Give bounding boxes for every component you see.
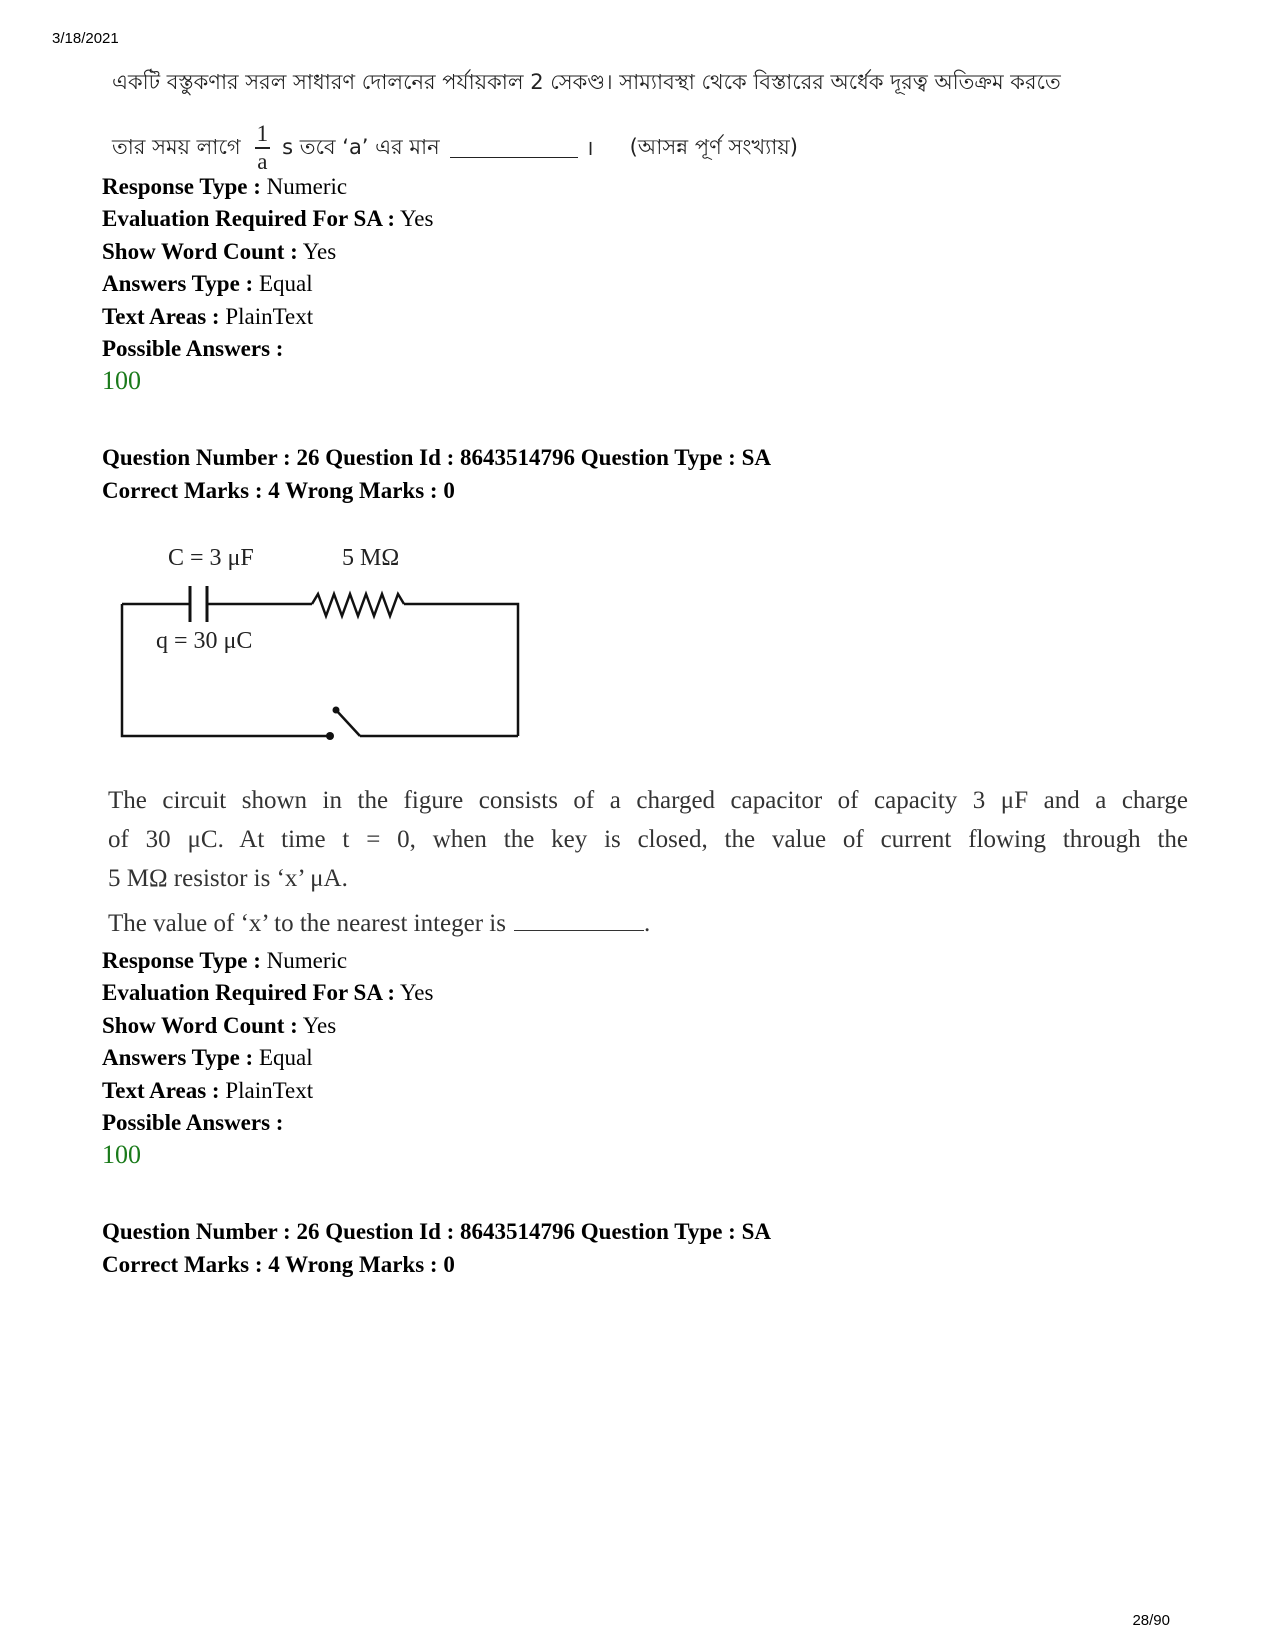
bengali-question-line-1: একটি বস্তুকণার সরল সাধারণ দোলনের পর্যায়কাল 2 সেকণ্ড। সাম্যাবস্থা থেকে বিস্তারের অর্ধেক দূরত্ব অতিক্রম করতে xyxy=(112,70,1061,94)
fraction-numerator: 1 xyxy=(255,122,271,149)
detail-evaluation-required-2: Evaluation Required For SA : Yes xyxy=(102,980,434,1005)
print-date: 3/18/2021 xyxy=(52,30,119,47)
switch-lever xyxy=(336,710,360,736)
capacitor-label: C = 3 μF xyxy=(168,545,254,571)
detail-possible-answers: Possible Answers : xyxy=(102,336,284,361)
question-text-line-3: 5 MΩ resistor is ‘x’ μA. xyxy=(108,865,348,892)
switch-contact-bottom xyxy=(326,732,334,740)
detail-response-type: Response Type : Numeric xyxy=(102,174,348,199)
detail-answers-type: Answers Type : Equal xyxy=(102,271,313,296)
detail-response-type-2: Response Type : Numeric xyxy=(102,948,348,973)
detail-possible-answers-2: Possible Answers : xyxy=(102,1110,284,1135)
bengali-line2-note: (আসন্ন পূর্ণ সংখ্যায়) xyxy=(629,134,798,159)
circuit-diagram xyxy=(110,528,530,773)
question-header-line-1: Question Number : 26 Question Id : 8643514796 Question Type : SA xyxy=(102,445,771,470)
wire-left-bottom xyxy=(122,604,328,736)
bengali-line2-end: । xyxy=(585,136,594,160)
bengali-line2-middle: s তবে ‘a’ এর মান xyxy=(282,134,440,159)
fraction-denominator: a xyxy=(257,149,268,174)
wire-top-right xyxy=(404,604,518,736)
resistor xyxy=(312,594,404,616)
detail-answers-type-2: Answers Type : Equal xyxy=(102,1045,313,1070)
question-text-line-2: of 30 μC. At time t = 0, when the key is closed, the value of current flowing through the xyxy=(108,826,1188,853)
question-header-line-1b: Question Number : 26 Question Id : 8643514796 Question Type : SA xyxy=(102,1219,771,1244)
detail-text-areas-2: Text Areas : PlainText xyxy=(102,1078,314,1103)
question-text-line-1: The circuit shown in the figure consists of a charged capacitor of capacity 3 μF and a charge xyxy=(108,787,1188,814)
question-marks-line-b: Correct Marks : 4 Wrong Marks : 0 xyxy=(102,1252,455,1277)
possible-answer-value: 100 xyxy=(102,366,141,395)
detail-show-word-count: Show Word Count : Yes xyxy=(102,239,337,264)
charge-label: q = 30 μC xyxy=(156,628,253,654)
switch-contact-top xyxy=(333,707,340,714)
detail-evaluation-required: Evaluation Required For SA : Yes xyxy=(102,206,434,231)
question-text xyxy=(108,781,1188,943)
question-marks-line: Correct Marks : 4 Wrong Marks : 0 xyxy=(102,478,455,503)
bengali-line2-prefix: তার সময় লাগে xyxy=(112,134,241,159)
possible-answer-value-2: 100 xyxy=(102,1140,141,1169)
question-text-line-4: The value of ‘x’ to the nearest integer is . xyxy=(108,910,651,937)
fraction-1-over-a xyxy=(255,122,271,174)
answer-blank xyxy=(514,912,644,931)
resistor-label: 5 MΩ xyxy=(342,545,400,571)
page-number: 28/90 xyxy=(1132,1612,1170,1629)
detail-text-areas: Text Areas : PlainText xyxy=(102,304,314,329)
answer-blank xyxy=(450,139,578,158)
detail-show-word-count-2: Show Word Count : Yes xyxy=(102,1013,337,1038)
bengali-question-line-2 xyxy=(112,122,798,174)
